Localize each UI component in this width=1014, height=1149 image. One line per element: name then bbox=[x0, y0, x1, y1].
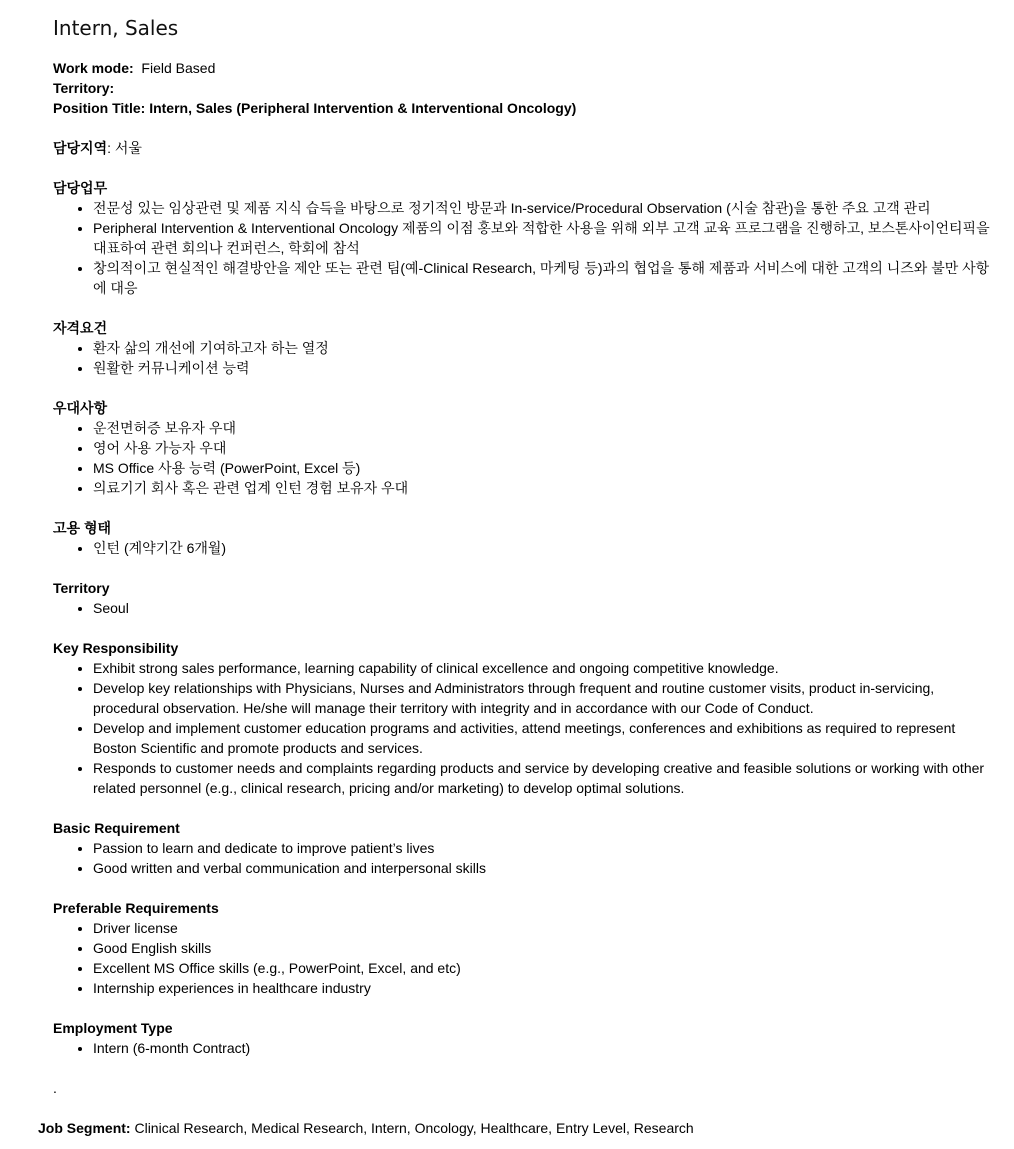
list-item: • 의료기기 회사 혹은 관련 업계 인턴 경험 보유자 우대 bbox=[93, 478, 993, 498]
section bbox=[53, 518, 993, 558]
section-heading: 담당업무 bbox=[53, 180, 108, 196]
list-item: • Good English skills bbox=[93, 938, 993, 958]
work-mode-value: Field Based bbox=[141, 60, 216, 76]
section-heading: Employment Type bbox=[53, 1020, 173, 1036]
list-item: • Good written and verbal communication and interpersonal skills bbox=[93, 858, 993, 878]
list-item: • Seoul bbox=[93, 598, 993, 618]
territory-label: Territory: bbox=[53, 80, 115, 96]
list-item: • Exhibit strong sales performance, learning capability of clinical excellence and ongoing competitive knowledge. bbox=[93, 658, 993, 678]
bullet-list bbox=[53, 338, 993, 378]
section-heading: 고용 형태 bbox=[53, 520, 111, 536]
job-segment-value: Clinical Research, Medical Research, Intern, Oncology, Healthcare, Entry Level, Research bbox=[134, 1120, 694, 1136]
list-item: • Intern (6-month Contract) bbox=[93, 1038, 993, 1058]
list-item: • 원활한 커뮤니케이션 능력 bbox=[93, 358, 993, 378]
section bbox=[53, 398, 993, 498]
list-item: • 인턴 (계약기간 6개월) bbox=[93, 538, 993, 558]
list-item: • MS Office 사용 능력 (PowerPoint, Excel 등) bbox=[93, 458, 993, 478]
list-item: • 운전면허증 보유자 우대 bbox=[93, 418, 993, 438]
bullet-list bbox=[53, 598, 993, 618]
region-value: : 서울 bbox=[107, 140, 142, 156]
trailing-dot: . bbox=[53, 1080, 57, 1096]
job-title: Intern, Sales bbox=[53, 16, 179, 40]
work-mode-label: Work mode: bbox=[53, 60, 134, 76]
bullet-list bbox=[53, 658, 993, 798]
bullet-list bbox=[53, 418, 993, 498]
list-item: • Driver license bbox=[93, 918, 993, 938]
section-heading: 자격요건 bbox=[53, 320, 108, 336]
list-item: • 영어 사용 가능자 우대 bbox=[93, 438, 993, 458]
list-item: • 환자 삶의 개선에 기여하고자 하는 열정 bbox=[93, 338, 993, 358]
section bbox=[53, 1018, 993, 1058]
job-segment-label: Job Segment: bbox=[38, 1120, 131, 1136]
list-item: • 창의적이고 현실적인 해결방안을 제안 또는 관련 팀(예-Clinical Research, 마케팅 등)과의 협업을 통해 제품과 서비스에 대한 고객의 니즈와 불만 사항에 대응 bbox=[93, 258, 993, 298]
section-heading: Basic Requirement bbox=[53, 820, 180, 836]
section-heading: Key Responsibility bbox=[53, 640, 179, 656]
region-label: 담당지역 bbox=[53, 140, 108, 156]
section bbox=[53, 178, 993, 298]
list-item: • Internship experiences in healthcare industry bbox=[93, 978, 993, 998]
bullet-list bbox=[53, 918, 993, 998]
bullet-list bbox=[53, 538, 993, 558]
list-item: • Develop key relationships with Physicians, Nurses and Administrators through frequent and routine customer visits, product in-servicing, procedural observation. He/she will manage their territory with integrity and in accordance with our Code of Conduct. bbox=[93, 678, 993, 718]
list-item: • Develop and implement customer education programs and activities, attend meetings, conferences and exhibitions as required to represent Boston Scientific and promote products and services. bbox=[93, 718, 993, 758]
work-mode bbox=[53, 58, 993, 78]
list-item: • 전문성 있는 임상관련 및 제품 지식 습득을 바탕으로 정기적인 방문과 In-service/Procedural Observation (시술 참관)을 통한 주요 고객 관리 bbox=[93, 198, 993, 218]
list-item: • Peripheral Intervention & Interventional Oncology 제품의 이점 홍보와 적합한 사용을 위해 외부 고객 교육 프로그램을 진행하고, 보스톤사이언티픽을 대표하여 관련 회의나 컨퍼런스, 학회에 참석 bbox=[93, 218, 993, 258]
job-segment bbox=[38, 1118, 694, 1138]
section-heading: 우대사항 bbox=[53, 400, 108, 416]
list-item: • Excellent MS Office skills (e.g., PowerPoint, Excel, and etc) bbox=[93, 958, 993, 978]
region bbox=[53, 138, 993, 158]
job-description bbox=[53, 58, 993, 1058]
list-item: • Responds to customer needs and complaints regarding products and service by developing creative and feasible solutions or working with other related personnel (e.g., clinical research, pricing and/or marketing) to develop optimal solutions. bbox=[93, 758, 993, 798]
section-heading: Territory bbox=[53, 580, 110, 596]
list-item: • Passion to learn and dedicate to improve patient’s lives bbox=[93, 838, 993, 858]
section bbox=[53, 638, 993, 798]
section-heading: Preferable Requirements bbox=[53, 900, 219, 916]
section bbox=[53, 818, 993, 878]
section bbox=[53, 578, 993, 618]
bullet-list bbox=[53, 838, 993, 878]
position-title: Position Title: Intern, Sales (Peripheral Intervention & Interventional Oncology) bbox=[53, 100, 577, 116]
section bbox=[53, 898, 993, 998]
bullet-list bbox=[53, 198, 993, 298]
section bbox=[53, 318, 993, 378]
bullet-list bbox=[53, 1038, 993, 1058]
